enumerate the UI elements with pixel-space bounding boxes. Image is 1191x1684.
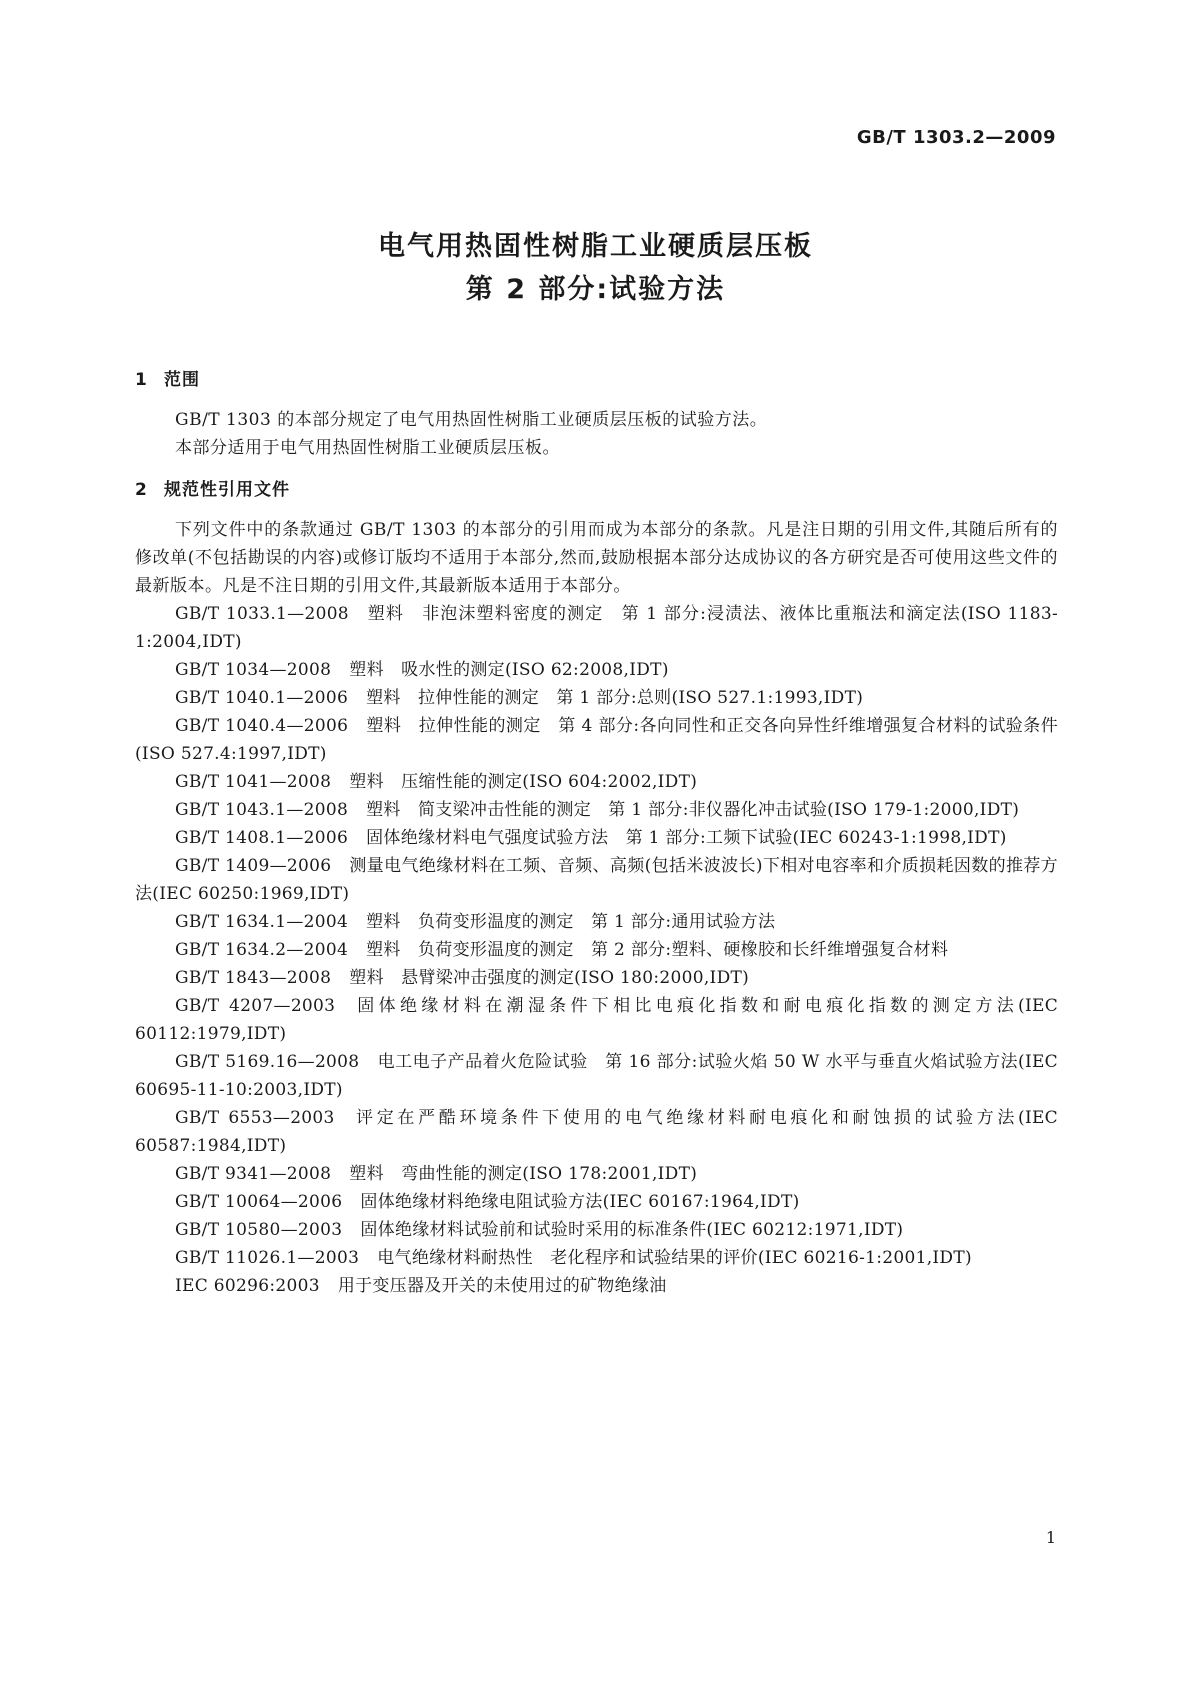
paragraph: 下列文件中的条款通过 GB/T 1303 的本部分的引用而成为本部分的条款。凡是注日期的引用文件,其随后所有的修改单(不包括勘误的内容)或修订版均不适用于本部分,然而,鼓励根据本部分达成协议的各方研究是否可使用这些文件的最新版本。凡是不注日期的引用文件,其最新版本适用于本部分。 [135,520,1058,596]
section-number: 2 [135,480,148,500]
standard-number: GB/T 1303.2—2009 [856,127,1056,148]
reference-text: 塑料 非泡沫塑料密度的测定 第 1 部分:浸渍法、液体比重瓶法和滴定法(ISO 1183-1:2004,IDT) [135,604,1058,652]
reference-item [135,1272,1058,1300]
reference-item [135,936,1058,964]
reference-item [135,1188,1058,1216]
reference-item [135,1160,1058,1188]
reference-item [135,600,1058,656]
reference-text: 塑料 吸水性的测定(ISO 62:2008,IDT) [349,660,669,680]
paragraph: 本部分适用于电气用热固性树脂工业硬质层压板。 [175,438,560,458]
reference-item [135,712,1058,768]
reference-code: IEC 60296:2003 [175,1276,320,1296]
section-title: 范围 [164,370,200,390]
reference-code: GB/T 1040.1—2006 [175,688,349,708]
reference-text: 塑料 负荷变形温度的测定 第 1 部分:通用试验方法 [366,912,776,932]
reference-code: GB/T 1043.1—2008 [175,800,349,820]
reference-code: GB/T 1408.1—2006 [175,828,349,848]
reference-text: 塑料 拉伸性能的测定 第 1 部分:总则(ISO 527.1:1993,IDT) [366,688,864,708]
reference-text: 固体绝缘材料绝缘电阻试验方法(IEC 60167:1964,IDT) [360,1192,800,1212]
reference-code: GB/T 1034—2008 [175,660,332,680]
reference-code: GB/T 1409—2006 [175,856,332,876]
reference-code: GB/T 9341—2008 [175,1164,332,1184]
section-heading-normative-references [135,476,1058,504]
reference-item [135,824,1058,852]
reference-text: 塑料 弯曲性能的测定(ISO 178:2001,IDT) [349,1164,698,1184]
reference-text: 固体绝缘材料试验前和试验时采用的标准条件(IEC 60212:1971,IDT) [360,1220,904,1240]
reference-code: GB/T 6553—2003 [175,1108,335,1128]
section-heading-scope [135,366,1058,394]
reference-item [135,1048,1058,1104]
reference-text: 用于变压器及开关的未使用过的矿物绝缘油 [337,1276,667,1296]
reference-code: GB/T 5169.16—2008 [175,1052,360,1072]
reference-item [135,852,1058,908]
reference-code: GB/T 1040.4—2006 [175,716,349,736]
reference-item [135,964,1058,992]
reference-text: 塑料 压缩性能的测定(ISO 604:2002,IDT) [349,772,698,792]
title-part: 第 2 部分:试验方法 [465,274,726,305]
reference-text: 测量电气绝缘材料在工频、音频、高频(包括米波波长)下相对电容率和介质损耗因数的推荐方法(IEC 60250:1969,IDT) [135,856,1058,904]
reference-text: 塑料 简支梁冲击性能的测定 第 1 部分:非仪器化冲击试验(ISO 179-1:2000,IDT) [366,800,1020,820]
reference-text: 塑料 悬臂梁冲击强度的测定(ISO 180:2000,IDT) [349,968,750,988]
reference-text: 固体绝缘材料在潮湿条件下相比电痕化指数和耐电痕化指数的测定方法(IEC 60112:1979,IDT) [135,996,1058,1044]
reference-code: GB/T 10580—2003 [175,1220,343,1240]
reference-text: 电气绝缘材料耐热性 老化程序和试验结果的评价(IEC 60216-1:2001,IDT) [377,1248,972,1268]
section-title: 规范性引用文件 [164,480,290,500]
reference-text: 固体绝缘材料电气强度试验方法 第 1 部分:工频下试验(IEC 60243-1:1998,IDT) [366,828,1007,848]
reference-code: GB/T 1634.1—2004 [175,912,349,932]
reference-text: 塑料 负荷变形温度的测定 第 2 部分:塑料、硬橡胶和长纤维增强复合材料 [366,940,949,960]
reference-item [135,1104,1058,1160]
paragraph: GB/T 1303 的本部分规定了电气用热固性树脂工业硬质层压板的试验方法。 [175,410,768,430]
reference-text: 评定在严酷环境条件下使用的电气绝缘材料耐电痕化和耐蚀损的试验方法(IEC 60587:1984,IDT) [135,1108,1058,1156]
reference-code: GB/T 10064—2006 [175,1192,343,1212]
page-number: 1 [1045,1528,1056,1547]
reference-text: 电工电子产品着火危险试验 第 16 部分:试验火焰 50 W 水平与垂直火焰试验方法(IEC 60695-11-10:2003,IDT) [135,1052,1058,1100]
reference-code: GB/T 1634.2—2004 [175,940,349,960]
document-body [135,366,1058,1300]
reference-text: 塑料 拉伸性能的测定 第 4 部分:各向同性和正交各向异性纤维增强复合材料的试验条件 (ISO 527.4:1997,IDT) [135,716,1058,764]
reference-item [135,908,1058,936]
reference-item [135,768,1058,796]
title-main: 电气用热固性树脂工业硬质层压板 [378,231,813,262]
reference-code: GB/T 1041—2008 [175,772,332,792]
reference-item [135,1216,1058,1244]
reference-code: GB/T 4207—2003 [175,996,336,1016]
reference-item [135,1244,1058,1272]
reference-code: GB/T 1843—2008 [175,968,332,988]
document-title [0,225,1191,311]
reference-code: GB/T 1033.1—2008 [175,604,349,624]
reference-item [135,992,1058,1048]
reference-item [135,656,1058,684]
reference-item [135,684,1058,712]
reference-item [135,796,1058,824]
reference-code: GB/T 11026.1—2003 [175,1248,360,1268]
section-number: 1 [135,370,148,390]
